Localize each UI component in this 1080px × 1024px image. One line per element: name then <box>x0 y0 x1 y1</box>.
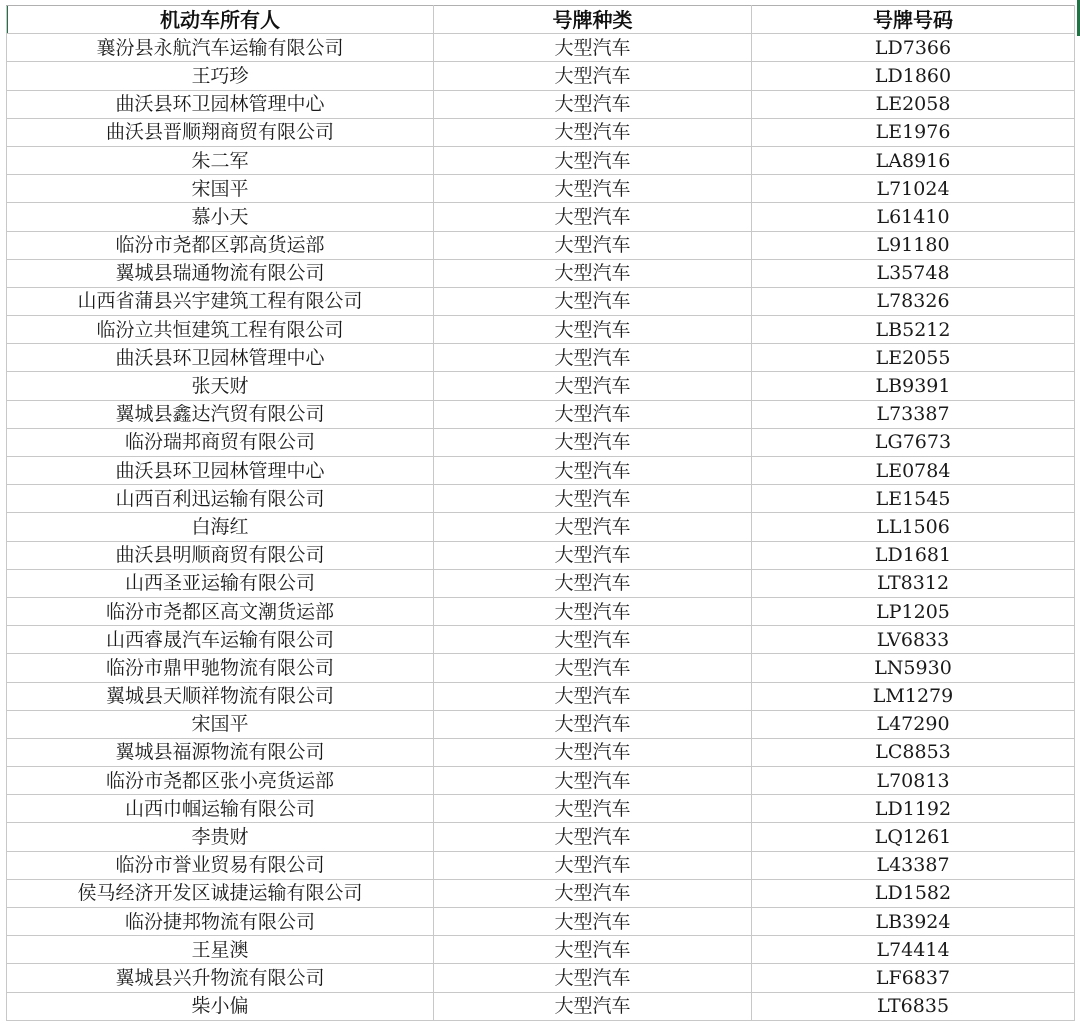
owner-cell[interactable]: 襄汾县永航汽车运输有限公司 <box>7 34 434 62</box>
plate-number-cell[interactable]: LB9391 <box>752 372 1075 400</box>
table-row <box>7 767 1075 795</box>
owner-cell[interactable]: 山西睿晟汽车运输有限公司 <box>7 626 434 654</box>
owner-cell[interactable]: 临汾市尧都区高文潮货运部 <box>7 597 434 625</box>
table-row <box>7 259 1075 287</box>
table-row <box>7 62 1075 90</box>
owner-cell[interactable]: 翼城县兴升物流有限公司 <box>7 964 434 992</box>
plate-number-cell[interactable]: L78326 <box>752 287 1075 315</box>
plate-type-cell[interactable]: 大型汽车 <box>434 597 752 625</box>
plate-type-cell[interactable]: 大型汽车 <box>434 795 752 823</box>
plate-number-cell[interactable]: LT8312 <box>752 569 1075 597</box>
owner-cell[interactable]: 翼城县鑫达汽贸有限公司 <box>7 400 434 428</box>
plate-type-cell[interactable]: 大型汽车 <box>434 738 752 766</box>
spreadsheet <box>6 5 1078 1024</box>
header-row <box>7 6 1075 34</box>
table-row <box>7 316 1075 344</box>
owner-cell[interactable]: 宋国平 <box>7 710 434 738</box>
plate-number-cell[interactable]: LT6835 <box>752 992 1075 1020</box>
owner-cell[interactable]: 曲沃县明顺商贸有限公司 <box>7 541 434 569</box>
plate-number-cell[interactable]: LD1860 <box>752 62 1075 90</box>
owner-cell[interactable]: 临汾市尧都区张小亮货运部 <box>7 767 434 795</box>
plate-number-cell[interactable]: L43387 <box>752 851 1075 879</box>
table-row <box>7 823 1075 851</box>
table-row <box>7 287 1075 315</box>
plate-type-cell[interactable]: 大型汽车 <box>434 203 752 231</box>
table-row <box>7 118 1075 146</box>
plate-number-cell[interactable]: L74414 <box>752 936 1075 964</box>
owner-cell[interactable]: 慕小天 <box>7 203 434 231</box>
plate-number-cell[interactable]: LV6833 <box>752 626 1075 654</box>
plate-type-cell[interactable]: 大型汽车 <box>434 851 752 879</box>
table-row <box>7 908 1075 936</box>
table-row <box>7 654 1075 682</box>
table-body <box>7 34 1075 1021</box>
plate-type-cell[interactable]: 大型汽车 <box>434 259 752 287</box>
plate-number-cell[interactable]: L70813 <box>752 767 1075 795</box>
owner-cell[interactable]: 曲沃县晋顺翔商贸有限公司 <box>7 118 434 146</box>
plate-number-cell[interactable]: LQ1261 <box>752 823 1075 851</box>
owner-cell[interactable]: 曲沃县环卫园林管理中心 <box>7 344 434 372</box>
plate-type-cell[interactable]: 大型汽车 <box>434 118 752 146</box>
plate-type-cell[interactable]: 大型汽车 <box>434 908 752 936</box>
table-row <box>7 710 1075 738</box>
plate-number-cell[interactable]: LD1582 <box>752 879 1075 907</box>
vehicle-owner-table <box>6 5 1075 1021</box>
table-row <box>7 231 1075 259</box>
plate-type-cell[interactable]: 大型汽车 <box>434 964 752 992</box>
table-row <box>7 485 1075 513</box>
plate-number-cell[interactable]: LF6837 <box>752 964 1075 992</box>
plate-type-cell[interactable]: 大型汽车 <box>434 62 752 90</box>
owner-cell[interactable]: 临汾市誉业贸易有限公司 <box>7 851 434 879</box>
table-row <box>7 400 1075 428</box>
owner-cell[interactable]: 曲沃县环卫园林管理中心 <box>7 457 434 485</box>
owner-cell[interactable]: 翼城县福源物流有限公司 <box>7 738 434 766</box>
table-row <box>7 795 1075 823</box>
plate-type-cell[interactable]: 大型汽车 <box>434 513 752 541</box>
column-header-plate-number[interactable]: 号牌号码 <box>752 6 1075 34</box>
plate-number-cell[interactable]: L61410 <box>752 203 1075 231</box>
table-row <box>7 964 1075 992</box>
plate-number-cell[interactable]: L47290 <box>752 710 1075 738</box>
table-row <box>7 457 1075 485</box>
plate-type-cell[interactable]: 大型汽车 <box>434 457 752 485</box>
plate-number-cell[interactable]: LD7366 <box>752 34 1075 62</box>
owner-cell[interactable]: 柴小偏 <box>7 992 434 1020</box>
column-header-owner[interactable]: 机动车所有人 <box>7 6 434 34</box>
plate-type-cell[interactable]: 大型汽车 <box>434 992 752 1020</box>
table-row <box>7 936 1075 964</box>
owner-cell[interactable]: 山西省蒲县兴宇建筑工程有限公司 <box>7 287 434 315</box>
table-row <box>7 569 1075 597</box>
table-row <box>7 597 1075 625</box>
plate-type-cell[interactable]: 大型汽车 <box>434 682 752 710</box>
plate-number-cell[interactable]: LD1681 <box>752 541 1075 569</box>
table-row <box>7 344 1075 372</box>
plate-number-cell[interactable]: LL1506 <box>752 513 1075 541</box>
owner-cell[interactable]: 山西巾帼运输有限公司 <box>7 795 434 823</box>
plate-number-cell[interactable]: LE0784 <box>752 457 1075 485</box>
plate-type-cell[interactable]: 大型汽车 <box>434 175 752 203</box>
plate-number-cell[interactable]: LC8853 <box>752 738 1075 766</box>
table-row <box>7 203 1075 231</box>
plate-number-cell[interactable]: LD1192 <box>752 795 1075 823</box>
column-header-plate-type[interactable]: 号牌种类 <box>434 6 752 34</box>
owner-cell[interactable]: 山西圣亚运输有限公司 <box>7 569 434 597</box>
plate-number-cell[interactable]: LE1545 <box>752 485 1075 513</box>
plate-type-cell[interactable]: 大型汽车 <box>434 428 752 456</box>
plate-type-cell[interactable]: 大型汽车 <box>434 231 752 259</box>
owner-cell[interactable]: 翼城县天顺祥物流有限公司 <box>7 682 434 710</box>
owner-cell[interactable]: 张天财 <box>7 372 434 400</box>
table-row <box>7 879 1075 907</box>
table-row <box>7 175 1075 203</box>
owner-cell[interactable]: 李贵财 <box>7 823 434 851</box>
owner-cell[interactable]: 翼城县瑞通物流有限公司 <box>7 259 434 287</box>
table-row <box>7 513 1075 541</box>
owner-cell[interactable]: 临汾瑞邦商贸有限公司 <box>7 428 434 456</box>
plate-type-cell[interactable]: 大型汽车 <box>434 710 752 738</box>
plate-number-cell[interactable]: LB5212 <box>752 316 1075 344</box>
plate-number-cell[interactable]: LE2055 <box>752 344 1075 372</box>
plate-number-cell[interactable]: L35748 <box>752 259 1075 287</box>
table-row <box>7 738 1075 766</box>
owner-cell[interactable]: 临汾立共恒建筑工程有限公司 <box>7 316 434 344</box>
table-row <box>7 146 1075 174</box>
plate-type-cell[interactable]: 大型汽车 <box>434 34 752 62</box>
owner-cell[interactable]: 临汾市鼎甲驰物流有限公司 <box>7 654 434 682</box>
table-row <box>7 992 1075 1020</box>
plate-type-cell[interactable]: 大型汽车 <box>434 146 752 174</box>
plate-number-cell[interactable]: L71024 <box>752 175 1075 203</box>
owner-cell[interactable]: 王巧珍 <box>7 62 434 90</box>
plate-type-cell[interactable]: 大型汽车 <box>434 344 752 372</box>
owner-cell[interactable]: 王星澳 <box>7 936 434 964</box>
plate-type-cell[interactable]: 大型汽车 <box>434 936 752 964</box>
plate-number-cell[interactable]: LN5930 <box>752 654 1075 682</box>
plate-type-cell[interactable]: 大型汽车 <box>434 569 752 597</box>
plate-type-cell[interactable]: 大型汽车 <box>434 541 752 569</box>
owner-cell[interactable]: 宋国平 <box>7 175 434 203</box>
owner-cell[interactable]: 朱二军 <box>7 146 434 174</box>
owner-cell[interactable]: 山西百利迅运输有限公司 <box>7 485 434 513</box>
owner-cell[interactable]: 临汾捷邦物流有限公司 <box>7 908 434 936</box>
plate-type-cell[interactable]: 大型汽车 <box>434 316 752 344</box>
plate-type-cell[interactable]: 大型汽车 <box>434 485 752 513</box>
table-row <box>7 90 1075 118</box>
plate-type-cell[interactable]: 大型汽车 <box>434 823 752 851</box>
plate-type-cell[interactable]: 大型汽车 <box>434 879 752 907</box>
owner-cell[interactable]: 临汾市尧都区郭高货运部 <box>7 231 434 259</box>
table-row <box>7 851 1075 879</box>
plate-number-cell[interactable]: L73387 <box>752 400 1075 428</box>
plate-type-cell[interactable]: 大型汽车 <box>434 287 752 315</box>
table-row <box>7 372 1075 400</box>
plate-type-cell[interactable]: 大型汽车 <box>434 767 752 795</box>
plate-type-cell[interactable]: 大型汽车 <box>434 626 752 654</box>
plate-number-cell[interactable]: LG7673 <box>752 428 1075 456</box>
plate-number-cell[interactable]: LM1279 <box>752 682 1075 710</box>
table-row <box>7 428 1075 456</box>
plate-number-cell[interactable]: LP1205 <box>752 597 1075 625</box>
plate-number-cell[interactable]: LA8916 <box>752 146 1075 174</box>
owner-cell[interactable]: 侯马经济开发区诚捷运输有限公司 <box>7 879 434 907</box>
owner-cell[interactable]: 曲沃县环卫园林管理中心 <box>7 90 434 118</box>
owner-cell[interactable]: 白海红 <box>7 513 434 541</box>
table-row <box>7 34 1075 62</box>
plate-type-cell[interactable]: 大型汽车 <box>434 90 752 118</box>
plate-type-cell[interactable]: 大型汽车 <box>434 654 752 682</box>
plate-number-cell[interactable]: LB3924 <box>752 908 1075 936</box>
plate-number-cell[interactable]: L91180 <box>752 231 1075 259</box>
table-row <box>7 626 1075 654</box>
plate-number-cell[interactable]: LE2058 <box>752 90 1075 118</box>
table-row <box>7 682 1075 710</box>
plate-type-cell[interactable]: 大型汽车 <box>434 400 752 428</box>
table-row <box>7 541 1075 569</box>
plate-number-cell[interactable]: LE1976 <box>752 118 1075 146</box>
plate-type-cell[interactable]: 大型汽车 <box>434 372 752 400</box>
